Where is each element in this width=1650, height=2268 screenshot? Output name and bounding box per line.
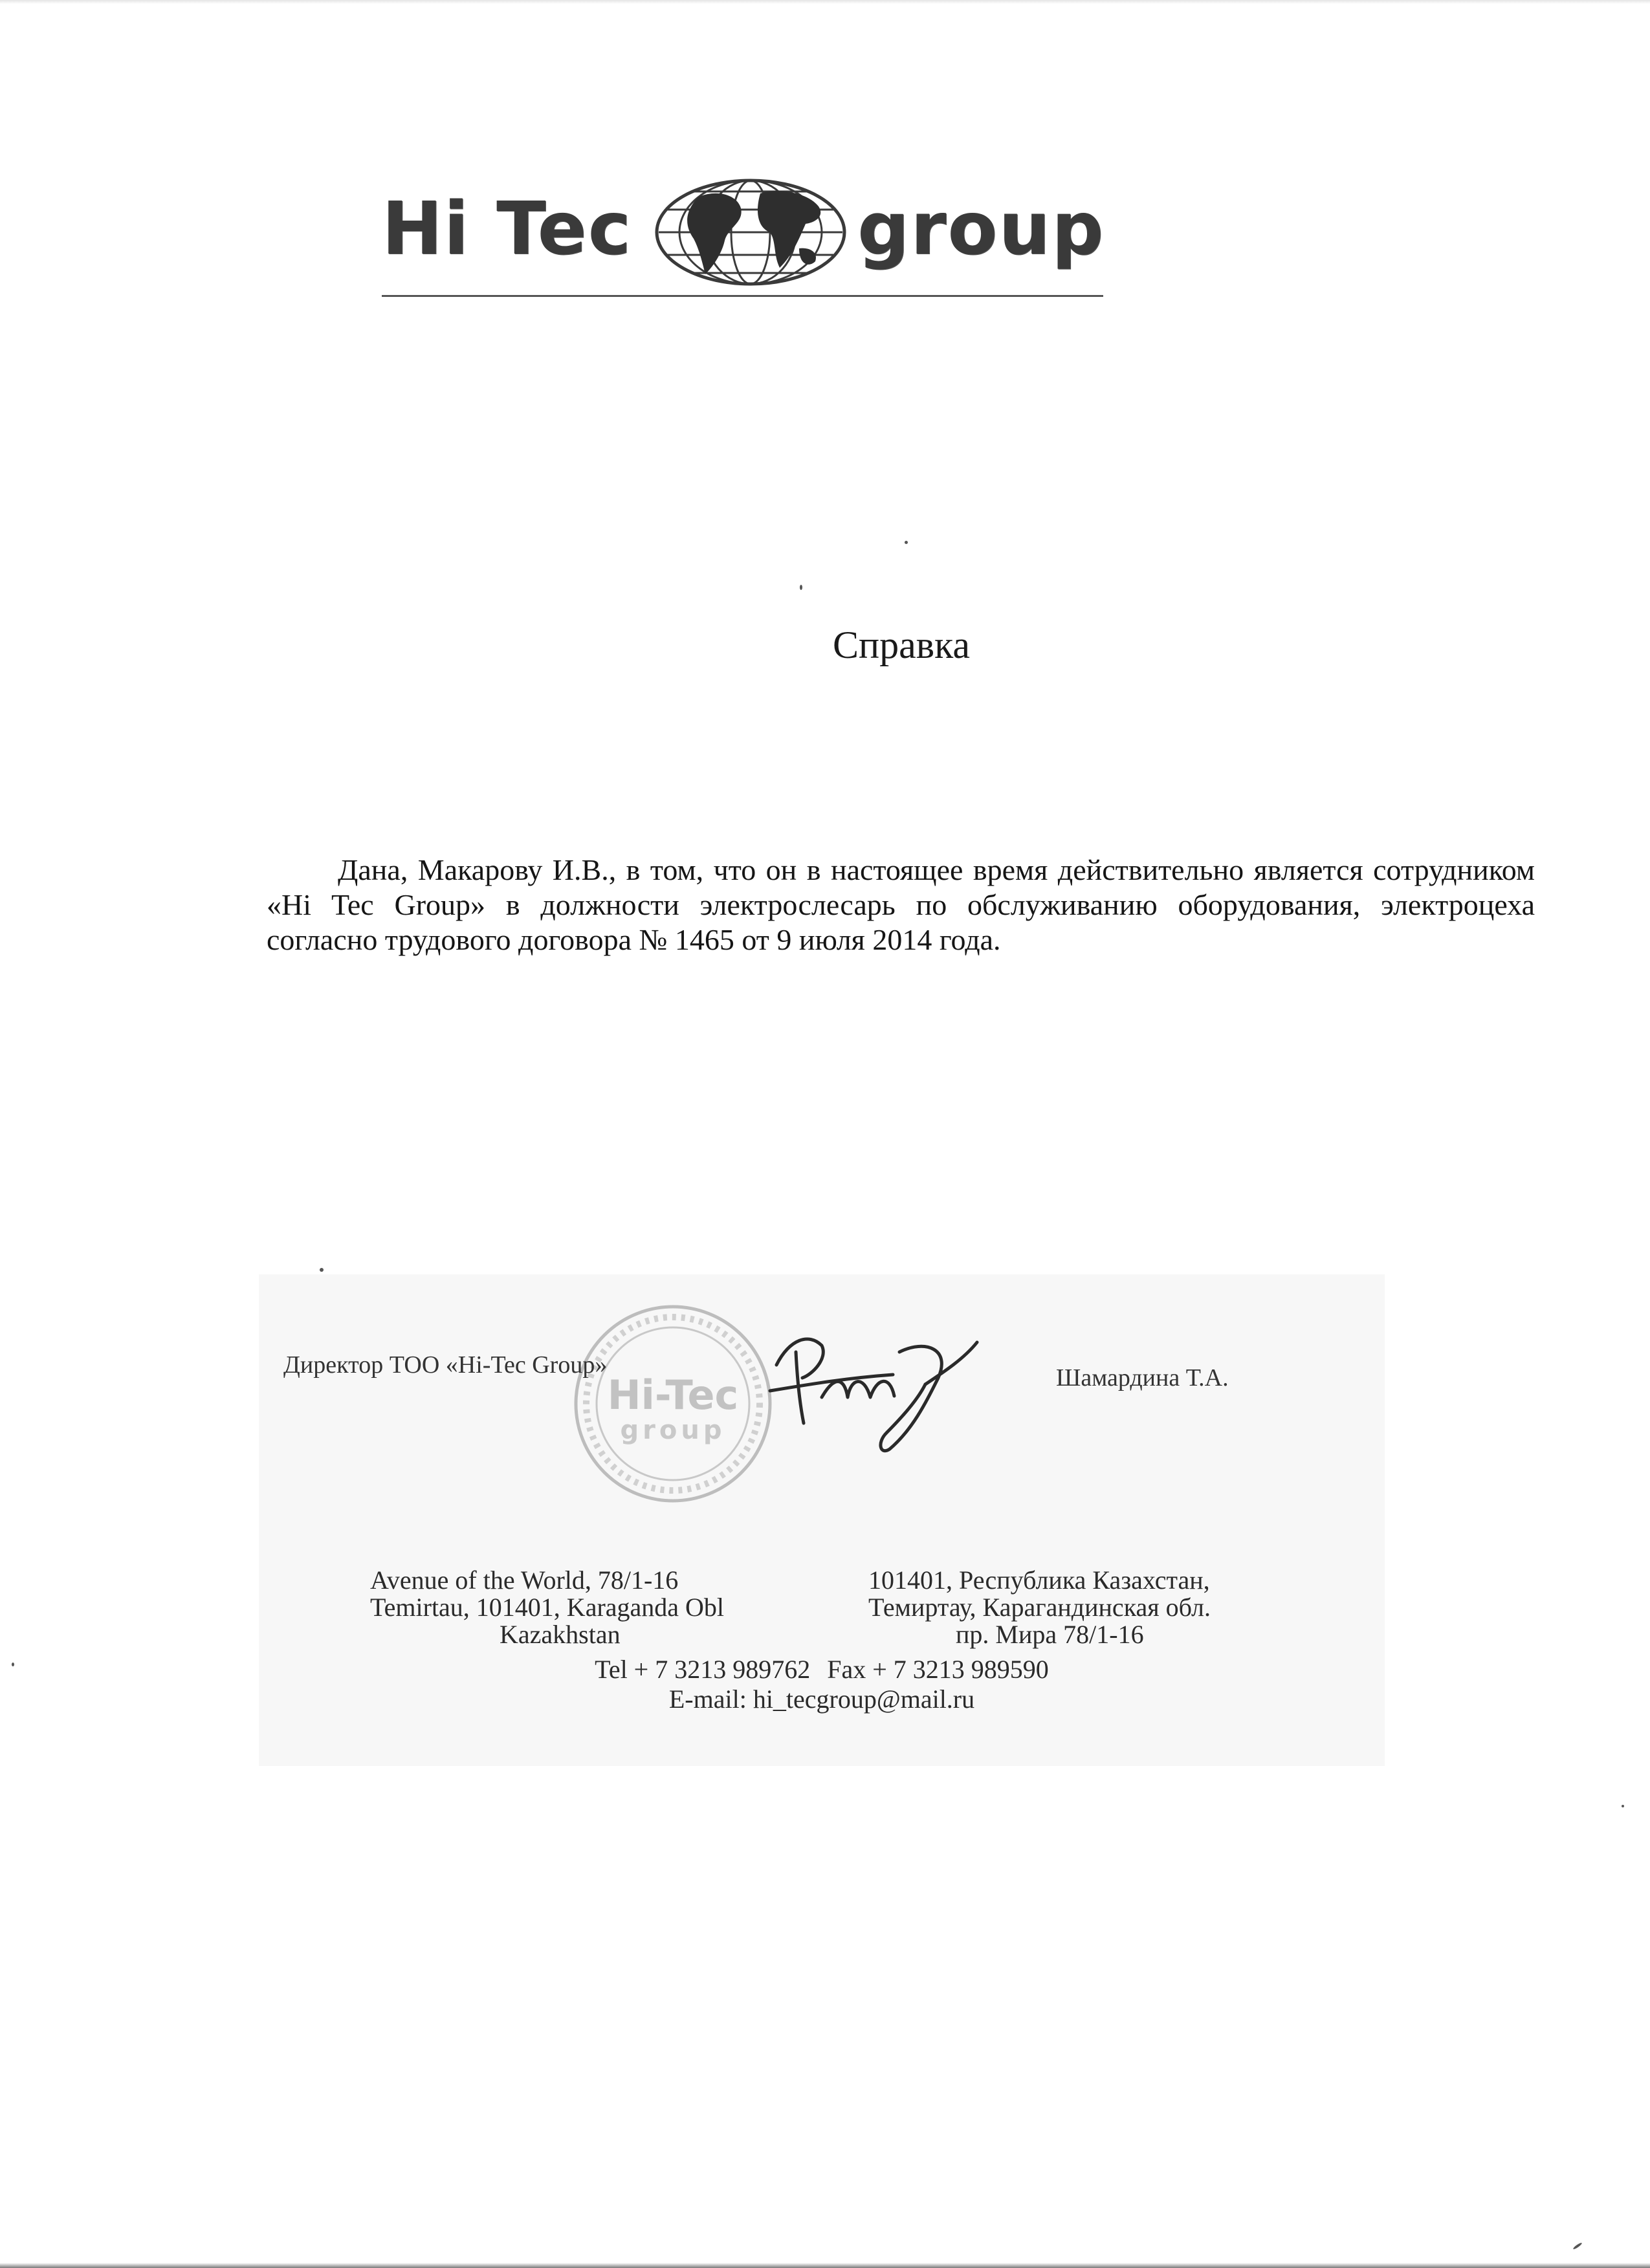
fax-number: Fax + 7 3213 989590 [827,1655,1049,1684]
address-english [370,1567,724,1648]
document-title: Справка [833,624,970,666]
globe-icon [654,177,848,287]
letterhead-divider [382,295,1103,297]
address-en-line-1: Avenue of the World, 78/1-16 [370,1565,679,1595]
address-ru-line-1: 101401, Республика Казахстан, [868,1565,1210,1595]
scan-speck [905,541,908,544]
address-ru-line-2: Темиртау, Карагандинская обл. [868,1593,1211,1622]
phone-number: Tel + 7 3213 989762 [595,1655,811,1684]
address-en-line-2: Temirtau, 101401, Karaganda Obl [370,1593,725,1622]
letterhead [382,175,1106,304]
scan-speck [1622,1805,1624,1807]
contact-info [259,1655,1385,1714]
scan-speck [320,1268,324,1272]
company-seal-icon [569,1300,776,1507]
signatory-role: Директор ТОО «Hi-Tec Group» [283,1351,608,1379]
email-address: E-mail: hi_tecgroup@mail.ru [668,1685,975,1714]
scan-edge-top [0,0,1650,4]
scan-speck [1572,2242,1582,2250]
address-ru-line-3: пр. Мира 78/1-16 [956,1620,1144,1649]
logo-text-right: group [857,187,1105,271]
scan-speck [12,1663,14,1666]
logo-text-left: Hi Tec [382,187,632,271]
signatory-name: Шамардина Т.А. [1056,1364,1229,1391]
address-russian [868,1567,1211,1648]
scan-speck [800,585,802,590]
signature-and-address-block [259,1274,1385,1766]
scan-edge-bottom [0,2263,1650,2268]
address-en-line-3: Kazakhstan [500,1620,621,1649]
phone-fax-line [259,1655,1385,1685]
document-body: Дана, Макарову И.В., в том, что он в настоящее время действительно является сотрудником «Hi Tec Group» в должности электрослесарь по обслуживанию оборудования, электроцеха согласно трудового договора № 1465 от 9 июля 2014 года. [267,853,1535,956]
seal-text-bottom: group [620,1415,726,1445]
handwritten-signature [751,1313,996,1462]
seal-text-top: Hi-Tec [607,1371,739,1419]
